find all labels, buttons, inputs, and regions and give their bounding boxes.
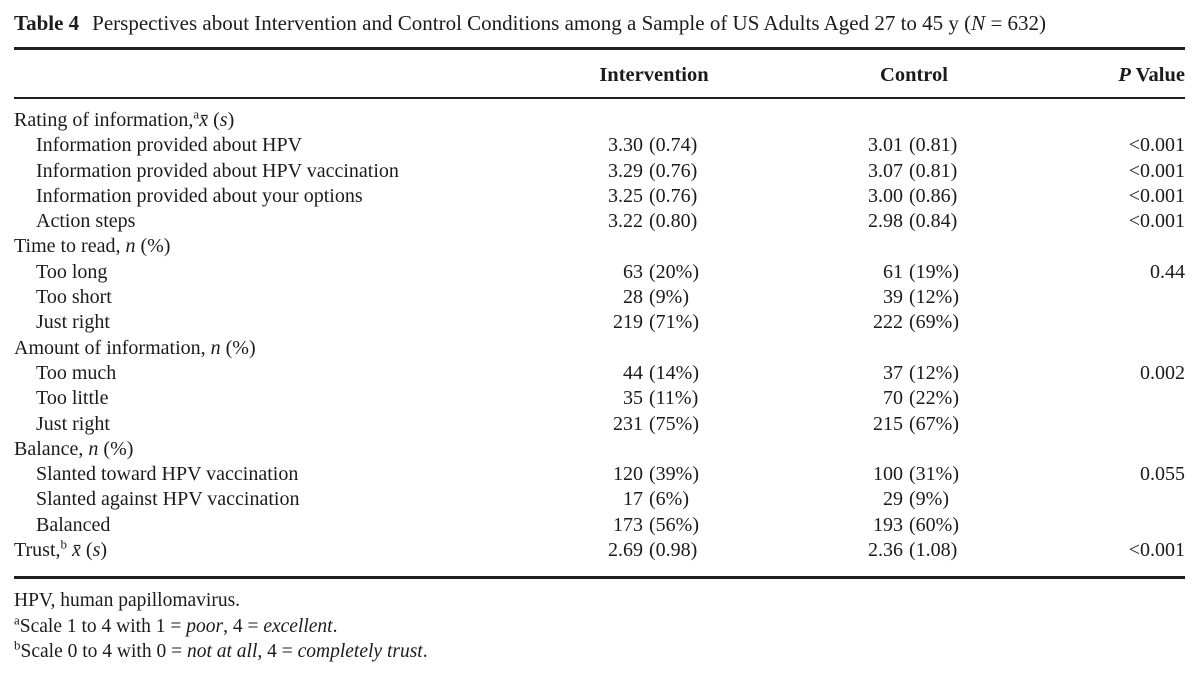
p-value-cell — [1049, 234, 1185, 259]
table-section-row — [14, 234, 1185, 259]
p-value-cell — [1049, 513, 1185, 538]
row-label: Information provided about your options — [36, 184, 363, 207]
intervention-cell: 3.29 (0.76) — [608, 159, 698, 182]
data-table — [14, 50, 1185, 579]
row-label: Balance, n (%) — [14, 437, 134, 460]
control-cell — [779, 98, 1049, 133]
row-label: Slanted against HPV vaccination — [36, 488, 300, 511]
row-label: Just right — [36, 311, 110, 334]
table-row — [14, 513, 1185, 538]
table-row — [14, 310, 1185, 335]
control-cell: 29 (9%) — [883, 488, 949, 511]
footnote-a: $^a$Scale 1 to 4 with 1 = poor, 4 = excellent. — [14, 612, 338, 637]
intervention-cell: 3.22 (0.80) — [608, 210, 698, 233]
row-label: Action steps — [36, 210, 136, 233]
table-row — [14, 209, 1185, 234]
control-cell — [779, 234, 1049, 259]
footnote-b: $^b$Scale 0 to 4 with 0 = not at all, 4 = completely trust. — [14, 637, 428, 663]
header-p-value: P Value — [1049, 50, 1185, 98]
intervention-cell: 219 (71%) — [613, 311, 699, 334]
intervention-cell: 17 (6%) — [623, 488, 689, 511]
header-intervention: Intervention — [529, 50, 779, 98]
control-cell: 2.36 (1.08) — [868, 539, 958, 562]
table-row — [14, 285, 1185, 310]
intervention-cell — [529, 234, 779, 259]
row-label: Trust,$^b$ x̄ (s) — [14, 536, 108, 562]
intervention-cell: 2.69 (0.98) — [608, 539, 698, 562]
control-cell: 70 (22%) — [883, 387, 959, 410]
control-cell: 100 (31%) — [873, 463, 959, 486]
row-label: Just right — [36, 412, 110, 435]
control-cell — [779, 336, 1049, 361]
control-cell: 37 (12%) — [883, 361, 959, 384]
table-section-row — [14, 336, 1185, 361]
control-cell: 3.00 (0.86) — [868, 184, 958, 207]
control-cell: 215 (67%) — [873, 412, 959, 435]
row-label: Too much — [36, 361, 117, 384]
footnotes — [14, 588, 1185, 665]
row-label: Information provided about HPV — [36, 134, 303, 157]
control-cell: 39 (12%) — [883, 286, 959, 309]
row-label: Slanted toward HPV vaccination — [36, 463, 299, 486]
p-value-cell: <0.001 — [1128, 159, 1185, 182]
header-row — [14, 50, 1185, 98]
control-cell: 222 (69%) — [873, 311, 959, 334]
table-row — [14, 184, 1185, 209]
intervention-cell: 35 (11%) — [623, 387, 699, 410]
table-section-row — [14, 437, 1185, 462]
p-value-cell — [1049, 386, 1185, 411]
p-value-cell — [1049, 310, 1185, 335]
p-value-cell: <0.001 — [1128, 210, 1185, 233]
table-section-row — [14, 98, 1185, 133]
table-row — [14, 159, 1185, 184]
intervention-cell: 120 (39%) — [613, 463, 699, 486]
p-value-cell — [1049, 336, 1185, 361]
p-value-cell — [1049, 487, 1185, 512]
header-row-label — [14, 50, 529, 98]
control-cell: 61 (19%) — [883, 260, 959, 283]
footnote-abbreviation: HPV, human papillomavirus. — [14, 590, 241, 612]
row-label: Too little — [36, 387, 109, 410]
p-value-cell: 0.055 — [1140, 463, 1185, 486]
row-label: Too short — [36, 286, 112, 309]
intervention-cell: 44 (14%) — [623, 361, 699, 384]
p-value-cell: <0.001 — [1128, 134, 1185, 157]
table-caption: Table 4 Perspectives about Intervention and Control Conditions among a Sample of US Adults Aged 27 to 45 y (N = 632) — [14, 10, 1185, 50]
control-cell — [779, 437, 1049, 462]
intervention-cell: 28 (9%) — [623, 286, 689, 309]
intervention-cell: 3.25 (0.76) — [608, 184, 698, 207]
p-value-cell: 0.44 — [1150, 260, 1185, 283]
intervention-cell: 63 (20%) — [623, 260, 699, 283]
p-value-cell: <0.001 — [1128, 184, 1185, 207]
table-row — [14, 462, 1185, 487]
table-body — [14, 98, 1185, 578]
row-label: Balanced — [36, 513, 111, 536]
intervention-cell: 231 (75%) — [613, 412, 699, 435]
intervention-cell — [529, 336, 779, 361]
p-value-cell — [1049, 412, 1185, 437]
row-label: Rating of information,$^a$x̄ (s) — [14, 106, 235, 131]
row-label: Too long — [36, 260, 108, 283]
table-row — [14, 361, 1185, 386]
row-label: Amount of information, n (%) — [14, 336, 256, 359]
intervention-cell — [529, 98, 779, 133]
intervention-cell: 173 (56%) — [613, 513, 699, 536]
p-value-cell: <0.001 — [1128, 539, 1185, 562]
row-label: Time to read, n (%) — [14, 235, 171, 258]
control-cell: 193 (60%) — [873, 513, 959, 536]
control-cell: 2.98 (0.84) — [868, 210, 958, 233]
table-row — [14, 412, 1185, 437]
table-row — [14, 538, 1185, 578]
table-row — [14, 487, 1185, 512]
header-control: Control — [779, 50, 1049, 98]
control-cell: 3.01 (0.81) — [868, 134, 958, 157]
p-value-cell: 0.002 — [1140, 361, 1185, 384]
intervention-cell — [529, 437, 779, 462]
row-label: Information provided about HPV vaccination — [36, 159, 399, 182]
intervention-cell: 3.30 (0.74) — [608, 134, 698, 157]
table-row — [14, 386, 1185, 411]
table-row — [14, 260, 1185, 285]
p-value-cell — [1049, 98, 1185, 133]
table-row — [14, 133, 1185, 158]
control-cell: 3.07 (0.81) — [868, 159, 958, 182]
p-value-cell — [1049, 437, 1185, 462]
table-header — [14, 50, 1185, 98]
p-value-cell — [1049, 285, 1185, 310]
